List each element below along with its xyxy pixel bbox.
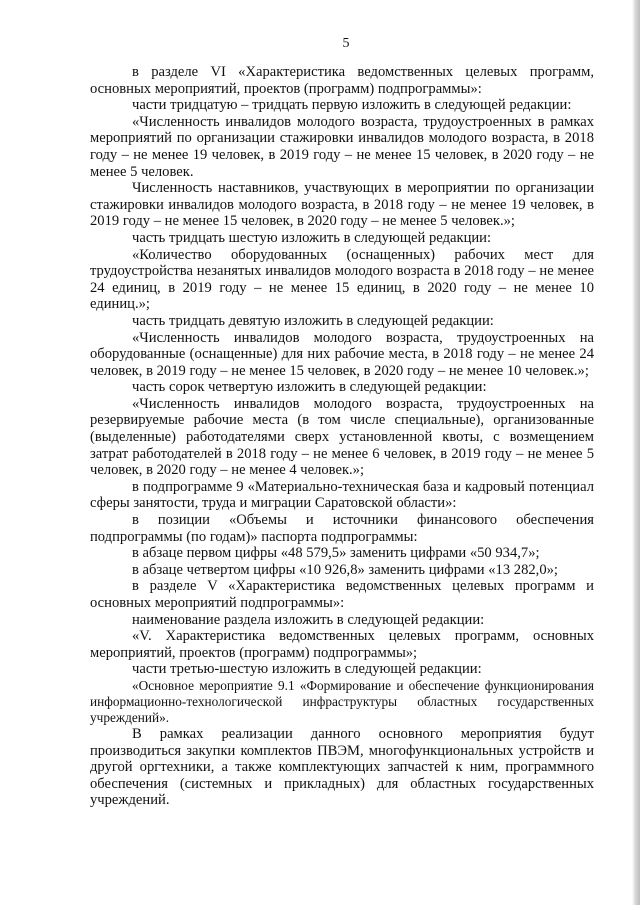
paragraph: в абзаце первом цифры «48 579,5» заменить цифрами «50 934,7»; bbox=[132, 545, 540, 562]
paragraph: часть тридцать шестую изложить в следующей редакции: bbox=[132, 229, 492, 246]
paragraph: часть сорок четвертую изложить в следующей редакции: bbox=[132, 379, 487, 396]
paragraph: «Численность инвалидов молодого возраста, трудоустроенных в рамках мероприятий по организации стажировки инвалидов молодого возраста, в 2018 году – не менее 19 человек, в 2019 году – не менее 15 человек, в 2020 году – не менее 5 человек. bbox=[90, 113, 594, 180]
paragraph: части тридцатую – тридцать первую изложить в следующей редакции: bbox=[132, 97, 572, 114]
paragraph: наименование раздела изложить в следующей редакции: bbox=[132, 611, 485, 628]
paragraph: в разделе VI «Характеристика ведомственных целевых программ, основных мероприятий, проектов (программ) подпрограммы»: bbox=[90, 64, 594, 97]
paragraph: «Численность инвалидов молодого возраста, трудоустроенных на оборудованные (оснащенные) для них рабочие места, в 2018 году – не менее 24 человек, в 2019 году – не менее 15 человек, в 2020 году – не менее 10 человек.»; bbox=[90, 329, 594, 379]
paragraph: в позиции «Объемы и источники финансового обеспечения подпрограммы (по годам)» паспорта подпрограммы: bbox=[90, 512, 594, 545]
page-number: 5 bbox=[342, 36, 350, 51]
paragraph: Численность наставников, участвующих в мероприятии по организации стажировки инвалидов молодого возраста, в 2018 году – не менее 19 человек, в 2019 году – не менее 15 человек, в 2020 году – не менее 5 человек.»; bbox=[90, 180, 594, 230]
paragraph: часть тридцать девятую изложить в следующей редакции: bbox=[132, 312, 494, 329]
paragraph: «Количество оборудованных (оснащенных) рабочих мест для трудоустройства незанятых инвалидов молодого возраста в 2018 году – не менее 24 единиц, в 2019 году – не менее 15 единиц, в 2020 году – не менее 10 единиц.»; bbox=[90, 246, 594, 313]
document-body bbox=[90, 64, 594, 809]
paragraph: в разделе V «Характеристика ведомственных целевых программ и основных мероприятий подпрограммы»: bbox=[90, 578, 594, 611]
paragraph: в абзаце четвертом цифры «10 926,8» заменить цифрами «13 282,0»; bbox=[132, 561, 558, 578]
paragraph: части третью-шестую изложить в следующей редакции: bbox=[132, 661, 482, 678]
paragraph: «Численность инвалидов молодого возраста, трудоустроенных на резервируемые рабочие места (в том числе специальные), организованные (выделенные) работодателями сверх установленной квоты, с возмещением затрат работодателей в 2018 году – не менее 6 человек, в 2019 году – не менее 5 человек, в 2020 году – не менее 4 человек.»; bbox=[90, 395, 594, 479]
paragraph: в подпрограмме 9 «Материально-техническая база и кадровый потенциал сферы занятости, труда и миграции Саратовской области»: bbox=[90, 478, 594, 512]
paragraph: «Основное мероприятие 9.1 «Формирование и обеспечение функционирования информационно-технологической инфраструктуры областных государственных учреждений». bbox=[90, 677, 594, 725]
paragraph: В рамках реализации данного основного мероприятия будут производиться закупки комплектов ПВЭМ, многофункциональных устройств и другой оргтехники, а также комплектующих запчастей к ним, программного обеспечения (системных и прикладных) для областных государственных учреждений. bbox=[90, 725, 594, 809]
scan-edge bbox=[632, 0, 640, 905]
paragraph: «V. Характеристика ведомственных целевых программ, основных мероприятий, проектов (программ) подпрограммы»; bbox=[90, 628, 594, 661]
